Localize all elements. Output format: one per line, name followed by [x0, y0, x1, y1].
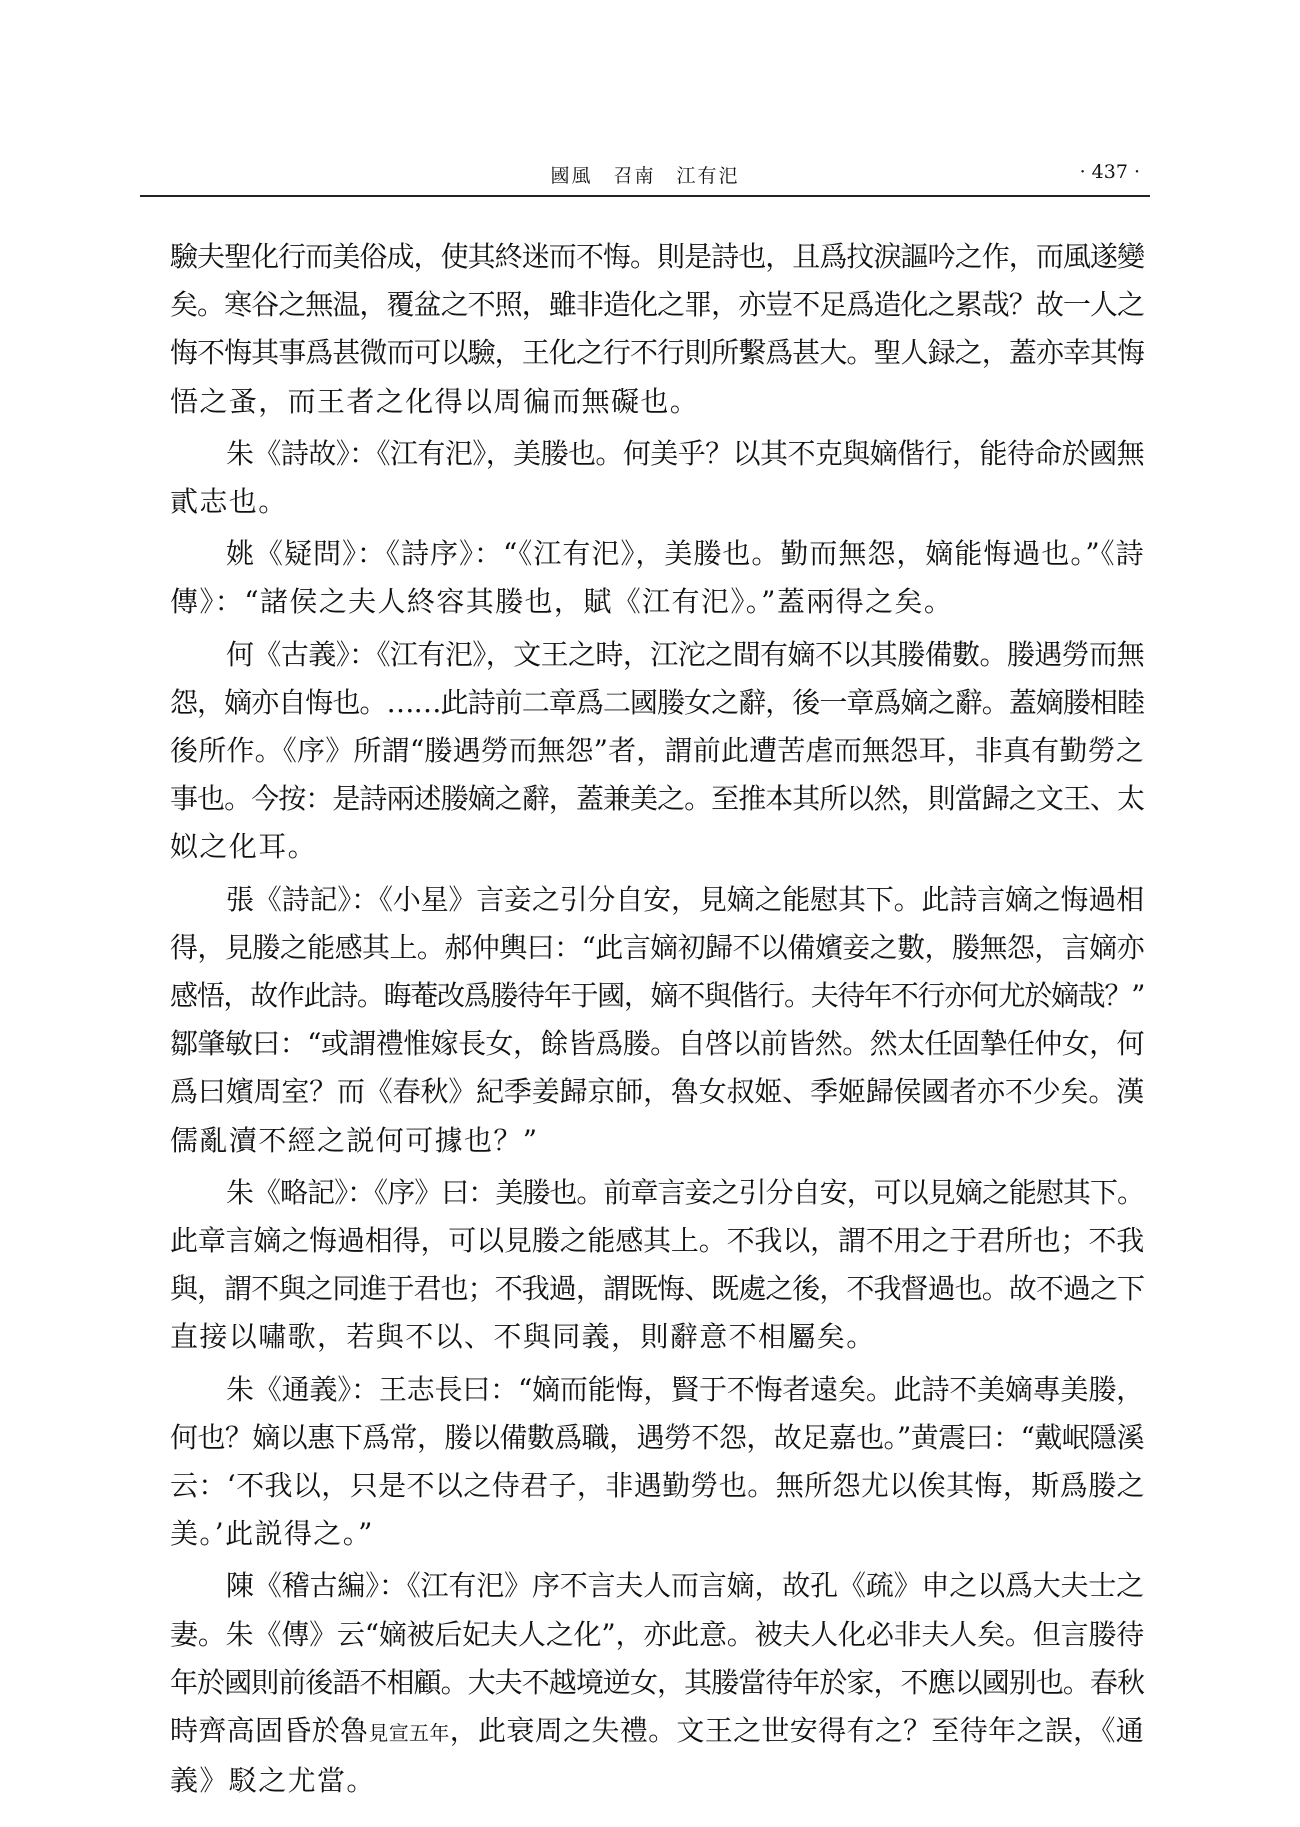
text-line: 傳》：“諸侯之夫人終容其媵也，賦《江有汜》。”蓋兩得之矣。 [170, 585, 954, 619]
text-line: 悔不悔其事爲甚微而可以驗，王化之行不行則所繫爲甚大。聖人録之，蓋亦幸其悔 [170, 336, 1144, 370]
text-line: 儒亂瀆不經之説何可據也？” [170, 1123, 539, 1157]
paragraph [170, 1169, 1144, 1362]
header-rule [140, 195, 1150, 197]
text-line: 義》駁之尤當。 [170, 1764, 376, 1798]
paragraph [170, 233, 1144, 426]
paragraph [170, 430, 1144, 526]
paragraph [170, 1366, 1144, 1559]
text-line: 年於國則前後語不相顧。大夫不越境逆女，其媵當待年於家，不應以國别也。春秋 [170, 1665, 1144, 1699]
text-line: 矣。寒谷之無温，覆盆之不照，雖非造化之罪，亦豈不足爲造化之累哉？故一人之 [170, 288, 1144, 322]
text-line: 爲曰嬪周室？而《春秋》紀季姜歸京師，魯女叔姬、季姬歸侯國者亦不少矣。漢 [170, 1075, 1144, 1109]
paragraph [170, 530, 1144, 626]
page-number: · 437 · [1079, 161, 1140, 183]
text-line: 得，見媵之能感其上。郝仲輿曰：“此言嫡初歸不以備嬪妾之數，媵無怨，言嫡亦 [170, 930, 1144, 964]
text-segment: ，此衰周之失禮。文王之世安得有之？至待年之誤，《通 [449, 1714, 1144, 1748]
text-line: 事也。今按：是詩兩述媵嫡之辭，蓋兼美之。至推本其所以然，則當歸之文王、太 [170, 782, 1144, 816]
text-line: 朱《通義》：王志長曰：“嫡而能悔，賢于不悔者遠矣。此詩不美嫡專美媵， [226, 1372, 1144, 1406]
text-line: 姚《疑問》：《詩序》：“《江有汜》，美媵也。勤而無怨，嫡能悔過也。”《詩 [226, 537, 1145, 571]
paragraph [170, 1562, 1144, 1805]
text-line: 朱《略記》：《序》曰：美媵也。前章言妾之引分自安，可以見嫡之能慰其下。 [226, 1175, 1144, 1209]
text-line: 何《古義》：《江有汜》，文王之時，江沱之間有嫡不以其媵備數。媵遇勞而無 [226, 637, 1144, 671]
paragraph [170, 631, 1144, 872]
text-line: 陳《稽古編》：《江有汜》序不言夫人而言嫡，故孔《疏》申之以爲大夫士之 [226, 1569, 1144, 1603]
text-line: 悟之蚤，而王者之化得以周徧而無礙也。 [170, 384, 700, 418]
text-line: 感悟，故作此詩。晦菴改爲媵待年于國，嫡不與偕行。夫待年不行亦何尤於嫡哉？” [170, 979, 1144, 1013]
body-text [170, 233, 1144, 1810]
text-line: 直接以嘯歌，若與不以、不與同義，則辭意不相屬矣。 [170, 1320, 876, 1354]
text-line: 貳志也。 [170, 485, 288, 519]
text-line: 妻。朱《傳》云“嫡被后妃夫人之化”，亦此意。被夫人化必非夫人矣。但言媵待 [170, 1617, 1144, 1651]
text-line: 驗夫聖化行而美俗成，使其終迷而不悔。則是詩也，且爲抆淚謳吟之作，而風遂變 [170, 240, 1144, 273]
text-line: 姒之化耳。 [170, 830, 318, 864]
text-line: 鄒肇敏曰：“或謂禮惟嫁長女，餘皆爲媵。自啓以前皆然。然太任固摯任仲女，何 [170, 1027, 1144, 1061]
text-line: 怨，嫡亦自悔也。……此詩前二章爲二國媵女之辭，後一章爲嫡之辭。蓋嫡媵相睦 [170, 685, 1144, 719]
text-line: 云：‘不我以，只是不以之侍君子，非遇勤勞也。無所怨尤以俟其悔，斯爲媵之 [170, 1469, 1145, 1503]
text-line: 此章言嫡之悔過相得，可以見媵之能感其上。不我以，謂不用之于君所也；不我 [170, 1224, 1144, 1258]
text-line [170, 1707, 1144, 1757]
text-line: 張《詩記》：《小星》言妾之引分自安，見嫡之能慰其下。此詩言嫡之悔過相 [226, 882, 1144, 916]
text-line: 朱《詩故》：《江有汜》，美媵也。何美乎？以其不克與嫡偕行，能待命於國無 [226, 436, 1144, 470]
text-segment: 時齊高固昏於魯 [170, 1714, 369, 1748]
header-title: 國風 召南 江有汜 [550, 165, 740, 187]
text-line: 與，謂不與之同進于君也；不我過，謂既悔、既處之後，不我督過也。故不過之下 [170, 1272, 1144, 1306]
text-line: 後所作。《序》所謂“媵遇勞而無怨”者，謂前此遭苦虐而無怨耳，非真有勤勞之 [170, 734, 1144, 768]
text-line: 何也？嫡以惠下爲常，媵以備數爲職，遇勞不怨，故足嘉也。”黄震曰：“戴岷隱溪 [170, 1420, 1144, 1454]
running-header [140, 155, 1150, 197]
inline-note: 見宣五年 [368, 1721, 450, 1746]
paragraph [170, 876, 1144, 1165]
text-line: 美。’此説得之。” [170, 1517, 374, 1551]
